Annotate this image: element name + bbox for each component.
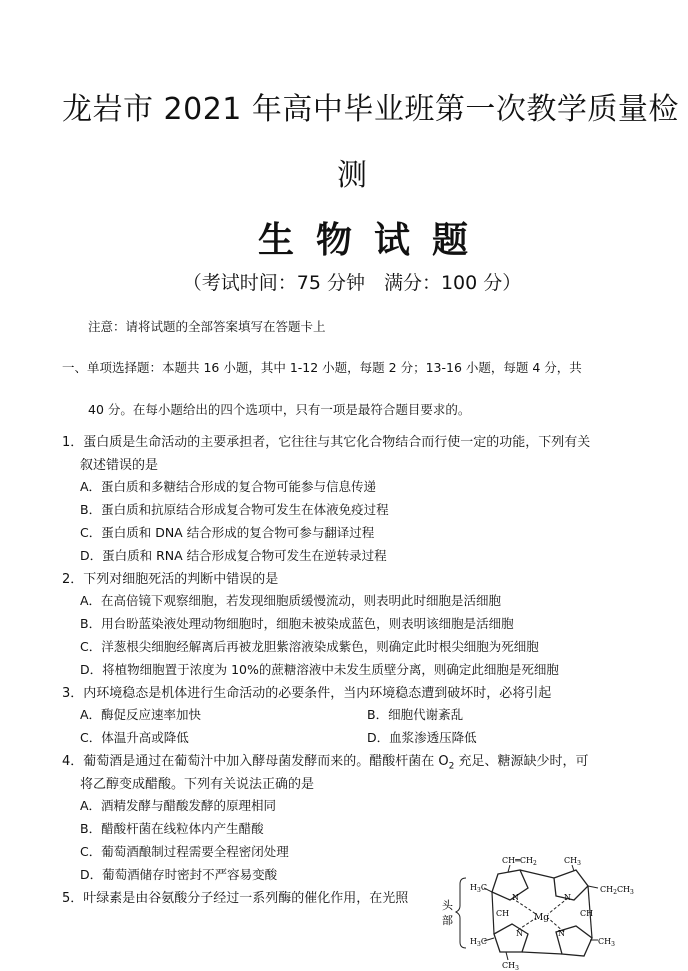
n-label-2: N [564, 893, 571, 902]
head-label-1: 头 [442, 899, 453, 912]
ch3-bottom-bond [506, 952, 508, 960]
question-4-o2-subscript: 2 [448, 761, 455, 772]
question-1-stem-line2: 叙述错误的是 [80, 458, 159, 473]
ch3-right-text: CH [598, 937, 612, 946]
h3c-bottom-h: H [470, 937, 477, 946]
bridge-left [492, 892, 494, 934]
ch3-bottom-text: CH [502, 961, 516, 970]
head-bracket [456, 878, 466, 948]
h3c-bottom-subscript: 3 [476, 941, 481, 948]
ethyl-subscript-2: 3 [630, 889, 634, 896]
subject-title: 生物试题 [257, 220, 490, 261]
exam-title-line1: 龙岩市 2021 年高中毕业班第一次教学质量检 [62, 92, 679, 127]
h3c-top-subscript: 3 [476, 887, 481, 894]
question-1-option-c: C．蛋白质和 DNA 结合形成的复合物可参与翻译过程 [80, 525, 375, 540]
question-4-option-c: C．葡萄酒酿制过程需要全程密闭处理 [80, 844, 289, 859]
h3c-top-h: H [470, 883, 477, 892]
bridge-bottom [522, 952, 562, 954]
question-3-option-c: C．体温升高或降低 [80, 730, 189, 745]
ethyl-text-1: CH [600, 885, 614, 894]
question-4-stem-part2: 充足、糖源缺少时，可 [454, 754, 589, 769]
chlorophyll-structure-figure [436, 852, 688, 971]
vinyl-text: CH═CH [502, 856, 534, 865]
n-label-1: N [512, 893, 519, 902]
ch3-top-bond [572, 865, 574, 871]
vinyl-label [502, 856, 537, 867]
question-1-option-d: D．蛋白质和 RNA 结合形成复合物可发生在逆转录过程 [80, 548, 387, 563]
h3c-bottom-c: C [480, 937, 487, 946]
exam-title-line2: 测 [337, 158, 367, 193]
n-label-3: N [516, 929, 523, 938]
ch3-right-subscript: 3 [611, 941, 615, 948]
ethyl-label [600, 885, 634, 896]
exam-note: 注意：请将试题的全部答案填写在答题卡上 [88, 319, 326, 334]
n-label-4: N [558, 929, 565, 938]
ethyl-text-2: CH [616, 885, 631, 894]
head-label-2: 部 [442, 914, 453, 927]
question-4-stem-line2: 将乙醇变成醋酸。下列有关说法正确的是 [80, 777, 315, 792]
ch-label-right: CH [580, 909, 594, 918]
question-2-stem: 2．下列对细胞死活的判断中错误的是 [62, 572, 279, 587]
exam-info: （考试时间：75 分钟 满分：100 分） [182, 272, 522, 294]
question-4-stem-part1: 4．葡萄酒是通过在葡萄汁中加入酵母菌发酵而来的。醋酸杆菌在 O [62, 754, 449, 769]
question-4-option-d: D．葡萄酒储存时密封不严容易变酸 [80, 867, 278, 882]
section-instructions-line1: 一、单项选择题：本题共 16 小题，其中 1-12 小题，每题 2 分；13-16 小题，每题 4 分，共 [62, 360, 582, 375]
question-1-stem-line1: 1．蛋白质是生命活动的主要承担者，它往往与其它化合物结合而行使一定的功能，下列有关 [62, 435, 591, 450]
pyrrole-ring-2 [554, 870, 588, 900]
question-4-option-b: B．醋酸杆菌在线粒体内产生醋酸 [80, 821, 264, 836]
vinyl-subscript: 2 [533, 860, 537, 867]
question-5-stem: 5．叶绿素是由谷氨酸分子经过一系列酶的催化作用，在光照 [62, 891, 409, 906]
ch3-right-label [598, 937, 615, 948]
pyrrole-ring-1 [492, 870, 528, 900]
ch3-bottom-label [502, 961, 519, 971]
section-instructions-line2: 40 分。在每小题给出的四个选项中，只有一项是最符合题目要求的。 [88, 402, 471, 417]
question-1-option-b: B．蛋白质和抗原结合形成复合物可发生在体液免疫过程 [80, 502, 389, 517]
ethyl-bond [588, 886, 598, 888]
question-4-option-a: A．酒精发酵与醋酸发酵的原理相同 [80, 798, 277, 813]
question-3-option-a: A．酶促反应速率加快 [80, 707, 202, 722]
question-2-option-a: A．在高倍镜下观察细胞，若发现细胞质缓慢流动，则表明此时细胞是活细胞 [80, 593, 502, 608]
question-3-option-b: B．细胞代谢紊乱 [367, 707, 464, 722]
bridge-top [520, 870, 554, 878]
vinyl-bond [508, 865, 510, 872]
question-1-option-a: A．蛋白质和多糖结合形成的复合物可能参与信息传递 [80, 479, 377, 494]
ethyl-subscript-1: 2 [613, 889, 617, 896]
question-2-option-c: C．洋葱根尖细胞经解离后再被龙胆紫溶液染成紫色，则确定此时根尖细胞为死细胞 [80, 639, 539, 654]
ch3-top-text: CH [564, 856, 578, 865]
ch3-top-subscript: 3 [577, 860, 581, 867]
mg-label: Mg [534, 913, 549, 923]
h3c-bottom-label [470, 937, 487, 948]
ch-label-left: CH [496, 909, 510, 918]
question-3-option-d: D．血浆渗透压降低 [367, 730, 477, 745]
question-4-stem-line1 [62, 750, 589, 772]
question-2-option-d: D．将植物细胞置于浓度为 10%的蔗糖溶液中未发生质壁分离，则确定此细胞是死细胞 [80, 662, 559, 677]
h3c-top-c: C [480, 883, 487, 892]
ch3-bottom-subscript: 3 [515, 965, 519, 971]
question-2-option-b: B．用台盼蓝染液处理动物细胞时，细胞未被染成蓝色，则表明该细胞是活细胞 [80, 616, 514, 631]
question-3-stem: 3．内环境稳态是机体进行生命活动的必要条件，当内环境稳态遭到破坏时，必将引起 [62, 686, 552, 701]
